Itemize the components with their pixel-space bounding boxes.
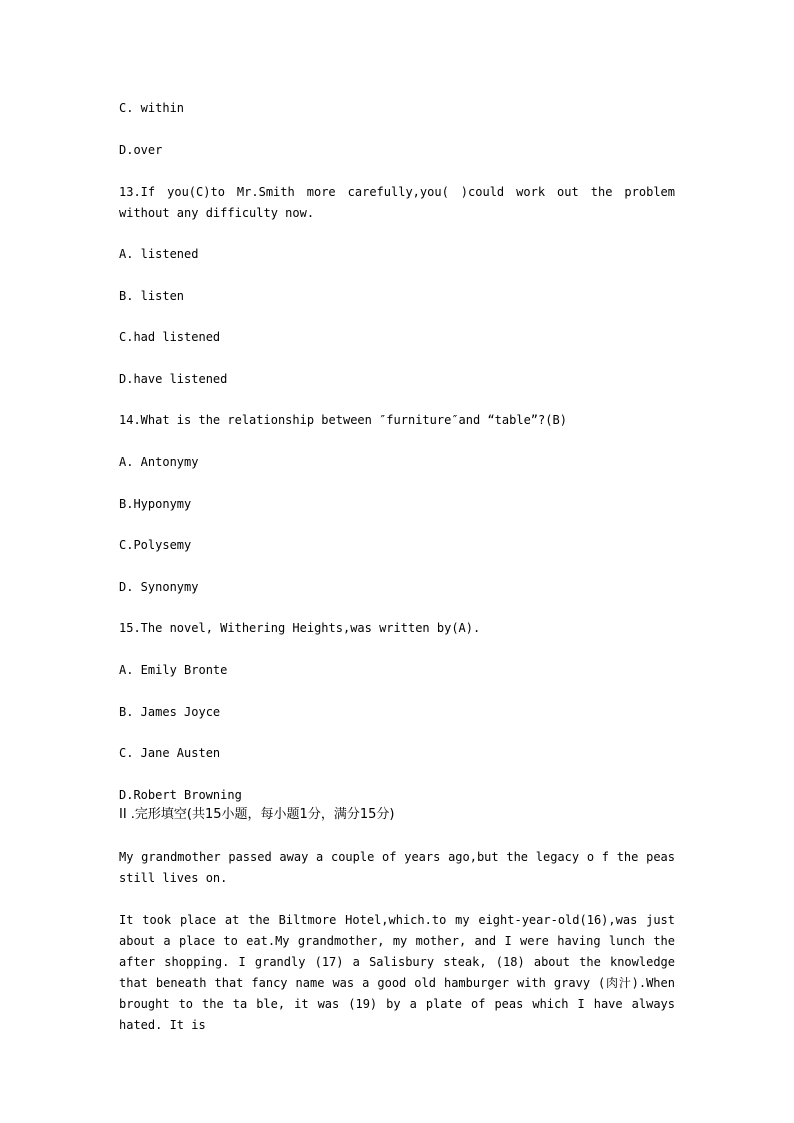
q14-option-a: A. Antonymy	[119, 455, 199, 469]
q14-option-d: D. Synonymy	[119, 580, 199, 594]
q15-option-c: C. Jane Austen	[119, 746, 221, 760]
q13-option-d: D.have listened	[119, 372, 228, 386]
section-heading: II .完形填空(共15小题，每小题1分，满分15分)	[119, 807, 395, 822]
q14-option-b: B.Hyponymy	[119, 497, 192, 511]
q15-question: 15.The novel, Withering Heights,was written by(A).	[119, 621, 481, 635]
q14-option-c: C.Polysemy	[119, 538, 192, 552]
q14-question: 14.What is the relationship between ″furniture″and “table”?(B)	[119, 413, 567, 427]
passage-paragraph-2: It took place at the Biltmore Hotel,which.to my eight-year-old(16),was just about a place to eat.My grandmother, my mother, and I were having lunch the after shopping. I grandly (17) a Salisbury steak, (18) about the knowledge that beneath that fancy name was a good old hamburger with gravy (肉汁).When brought to the ta ble, it was (19) by a plate of peas which I have always hated. It is	[119, 913, 675, 1032]
q15-option-b: B. James Joyce	[119, 705, 221, 719]
q13-option-c: C.had listened	[119, 330, 221, 344]
q15-option-a: A. Emily Bronte	[119, 663, 228, 677]
q15-option-d: D.Robert Browning	[119, 788, 242, 802]
q13-option-b: B. listen	[119, 289, 185, 303]
passage-paragraph-1: My grandmother passed away a couple of years ago,but the legacy o f the peas still lives on.	[119, 850, 675, 885]
q12-option-c: C. within	[119, 101, 185, 115]
q13-option-a: A. listened	[119, 247, 199, 261]
q13-question: 13.If you(C)to Mr.Smith more carefully,you( )could work out the problem without any difficulty now.	[119, 185, 675, 220]
q12-option-d: D.over	[119, 143, 163, 157]
